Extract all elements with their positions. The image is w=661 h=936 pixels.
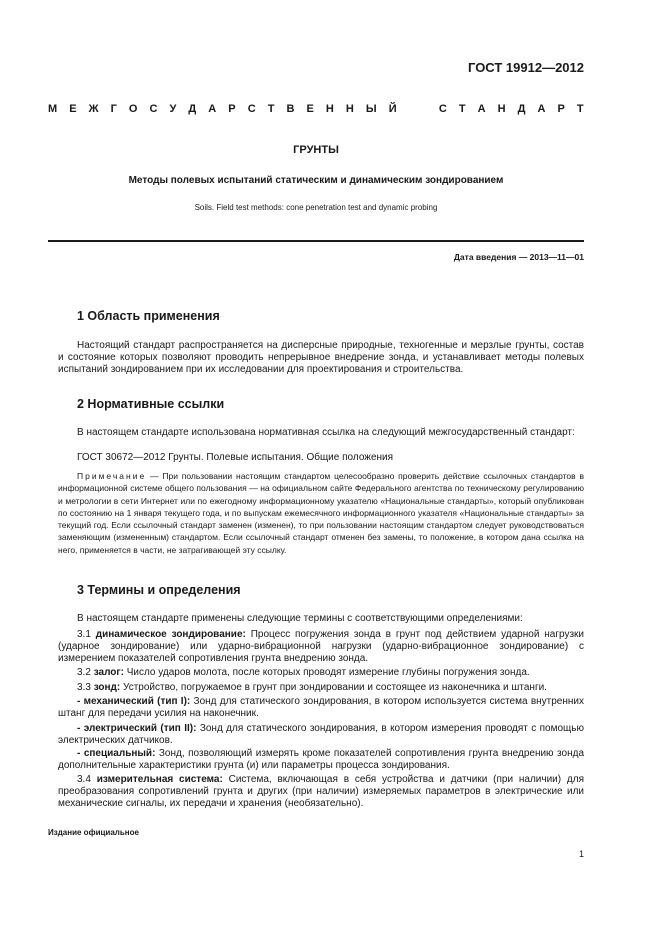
term-3-3-name: зонд: <box>93 682 121 693</box>
term-3-4-number: 3.4 <box>77 774 97 785</box>
term-3-2 <box>58 667 584 679</box>
interstate-letter: Е <box>69 103 77 115</box>
page-number: 1 <box>578 849 584 859</box>
section-1-paragraph: Настоящий стандарт распространяется на дисперсные природные, техногенные и мерзлые грунты, состав и состояние которых позволяют проводить непрерывное внедрение зонда, и устанавливает методы полевых испытаний зондированием при их исследовании для проектирования и строительства. <box>58 340 584 375</box>
interstate-letter: Ы <box>365 103 377 115</box>
section-3-intro: В настоящем стандарте применены следующие термины с соответствующими определениями: <box>77 613 523 624</box>
term-special-definition: Зонд, позволяющий измерять кроме показателей сопротивления грунта внедрению зонда дополнительные характеристики грунта (и) или параметры процесса зондирования. <box>58 748 585 771</box>
interstate-letter: Н <box>325 103 334 115</box>
header-divider <box>48 240 584 242</box>
interstate-letter: Т <box>458 103 466 115</box>
interstate-letter: С <box>438 103 447 115</box>
interstate-letter: С <box>149 103 158 115</box>
document-subtitle: Методы полевых испытаний статическим и динамическим зондированием <box>128 175 504 186</box>
interstate-letter: Ж <box>88 103 99 115</box>
interstate-letter: Т <box>576 103 584 115</box>
term-3-4-definition: Система, включающая в себя устройства и датчики (при наличии) для преобразования сопротивлений грунта и других (при наличии) измеряемых параметров в электрические или механические сигналы, их передачи и хранения (необязательно). <box>58 774 584 809</box>
term-3-3-number: 3.3 <box>77 682 94 693</box>
interstate-letter: О <box>128 103 138 115</box>
term-3-1-definition: Процесс погружения зонда в грунт под действием ударной нагрузки (ударное зондирование) или ударно-вибрационной нагрузки (ударно-вибрационное зондирование) с измерением показателей сопротивления грунта внедрению зонда. <box>58 629 584 664</box>
standard-code: ГОСТ 19912—2012 <box>468 60 584 75</box>
term-3-2-number: 3.2 <box>77 667 94 678</box>
official-edition-label: Издание официальное <box>48 828 139 837</box>
term-mechanical-definition: Зонд для статического зондирования, в котором используется система внутренних штанг для передачи усилия на наконечник. <box>58 696 584 719</box>
interstate-letter: У <box>169 103 177 115</box>
interstate-letter: Й <box>388 103 397 115</box>
interstate-letter: Е <box>306 103 314 115</box>
interstate-letter: Р <box>228 103 236 115</box>
section-3-heading: 3 Термины и определения <box>77 583 241 597</box>
term-3-3-definition: Устройство, погружаемое в грунт при зондировании и состоящее из наконечника и штанги. <box>120 682 547 693</box>
term-3-1-number: 3.1 <box>77 629 96 640</box>
note-label: Примечание <box>77 471 147 481</box>
term-special <box>58 748 584 772</box>
interstate-letter: А <box>537 103 546 115</box>
interstate-standard-heading <box>48 103 584 115</box>
term-electrical <box>58 723 584 747</box>
term-electrical-definition: Зонд для статического зондирования, в котором измерения проводят с помощью электрических датчиков. <box>58 723 584 746</box>
term-3-3 <box>58 682 584 694</box>
interstate-letter: Н <box>497 103 506 115</box>
term-3-4-name: измерительная система: <box>96 774 223 785</box>
term-3-1-name: динамическое зондирование: <box>95 629 246 640</box>
term-mechanical <box>58 696 584 720</box>
interstate-letter: Г <box>110 103 117 115</box>
term-3-4 <box>58 774 584 810</box>
interstate-letter <box>409 103 412 115</box>
interstate-letter: Т <box>267 103 275 115</box>
interstate-letter: М <box>48 103 58 115</box>
document-title: ГРУНТЫ <box>293 144 339 156</box>
term-3-2-name: залог: <box>93 667 124 678</box>
note-text: — При пользовании настоящим стандартом целесообразно проверить действие ссылочных стандартов в информационной системе общего пользования — на официальном сайте Федерального агентства по техническому регулированию и метрологии в сети Интернет или по ежегодному информационному указателю «Национальные стандарты», который опубликован по состоянию на 1 января текущего года, и по выпускам ежемесячного информационного указателя «Национальные стандарты» за текущий год. Если ссылочный стандарт заменен (изменен), то при пользовании настоящим стандартом следует руководствоваться заменяющим (измененным) стандартом. Если ссылочный стандарт отменен без замены, то положение, в котором дана ссылка на него, применяется в части, не затрагивающей эту ссылку. <box>58 471 584 555</box>
term-electrical-name: - электрический (тип II): <box>77 723 197 734</box>
interstate-letter: С <box>247 103 256 115</box>
interstate-letter: В <box>286 103 295 115</box>
introduction-date: Дата введения — 2013—11—01 <box>453 252 584 262</box>
interstate-letter: Р <box>557 103 565 115</box>
term-3-1 <box>58 629 584 665</box>
interstate-letter: Н <box>345 103 354 115</box>
section-1-heading: 1 Область применения <box>77 309 220 323</box>
normative-reference: ГОСТ 30672—2012 Грунты. Полевые испытания. Общие положения <box>77 452 394 463</box>
english-title: Soils. Field test methods: cone penetration test and dynamic probing <box>194 203 438 212</box>
note-block <box>58 470 584 556</box>
interstate-letter: Д <box>517 103 526 115</box>
interstate-letter: А <box>477 103 486 115</box>
section-2-heading: 2 Нормативные ссылки <box>77 397 225 411</box>
term-special-name: - специальный: <box>77 748 156 759</box>
interstate-letter: Д <box>188 103 197 115</box>
section-2-paragraph: В настоящем стандарте использована нормативная ссылка на следующий межгосударственный стандарт: <box>77 427 575 438</box>
term-mechanical-name: - механический (тип I): <box>77 696 191 707</box>
interstate-letter: А <box>208 103 217 115</box>
interstate-letter <box>424 103 427 115</box>
term-3-2-definition: Число ударов молота, после которых проводят измерение глубины погружения зонда. <box>123 667 530 678</box>
